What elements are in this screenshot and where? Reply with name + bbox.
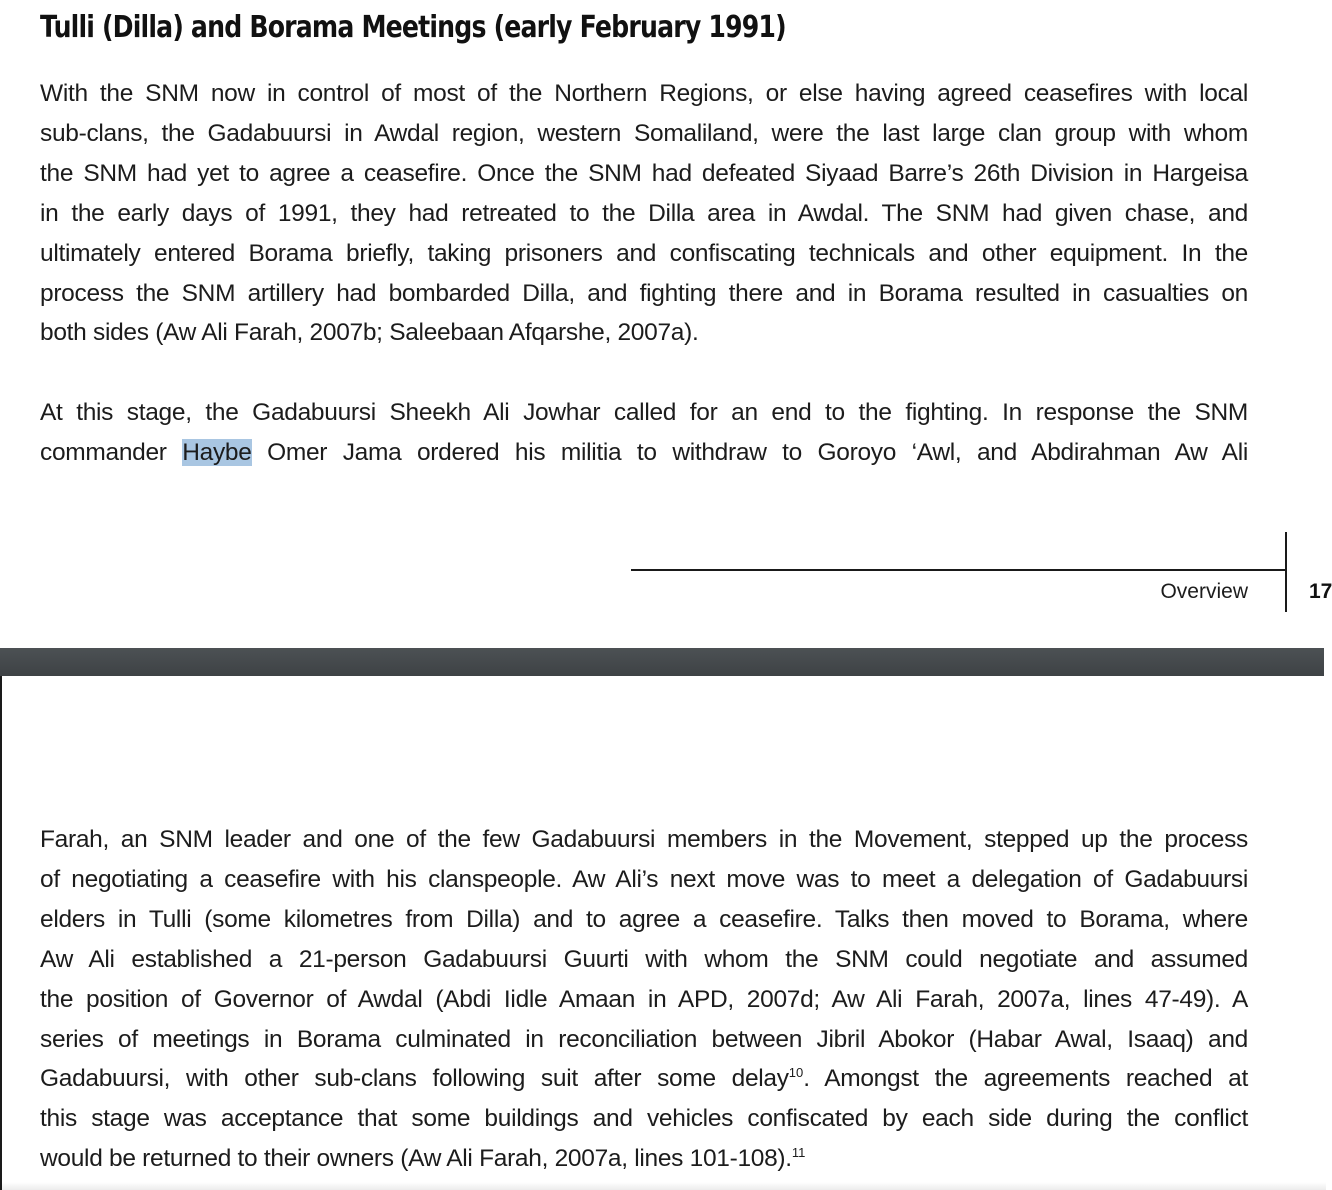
text-line[interactable] (40, 433, 1248, 473)
text-line[interactable]: ultimately entered Borama briefly, taking prisoners and confiscating technicals and other equipment. In the (40, 239, 1248, 267)
footer-horizontal-rule (631, 569, 1287, 571)
text-line[interactable]: process the SNM artillery had bombarded Dilla, and fighting there and in Borama resulted in casualties on (40, 279, 1248, 307)
text-line[interactable]: this stage was acceptance that some buildings and vehicles confiscated by each side during the conflict (40, 1105, 1248, 1133)
text-line[interactable]: series of meetings in Borama culminated in reconciliation between Jibril Abokor (Habar Awal, Isaaq) and (40, 1025, 1248, 1053)
text-line[interactable] (40, 1139, 1248, 1179)
text-run[interactable]: Omer Jama ordered his militia to withdraw to Goroyo ‘Awl, and Abdirahman Aw Ali (251, 438, 1248, 466)
text-line[interactable]: both sides (Aw Ali Farah, 2007b; Saleebaan Afqarshe, 2007a). (40, 319, 699, 347)
footnote-marker[interactable]: 10 (788, 1065, 804, 1081)
text-line[interactable]: in the early days of 1991, they had retreated to the Dilla area in Awdal. The SNM had given chase, and (40, 199, 1248, 227)
paragraph-snm-control (40, 74, 1248, 353)
paragraph-ceasefire-call (40, 393, 1248, 473)
text-run[interactable]: commander (40, 438, 183, 466)
text-line[interactable]: With the SNM now in control of most of the Northern Regions, or else having agreed ceasefires with local (40, 80, 1248, 107)
document-page-lower (0, 676, 1324, 1190)
page-separator (0, 648, 1324, 676)
text-line[interactable]: At this stage, the Gadabuursi Sheekh Ali Jowhar called for an end to the fighting. In response the SNM (40, 399, 1248, 426)
section-heading: Tulli (Dilla) and Borama Meetings (early February 1991) (40, 10, 786, 45)
text-line[interactable] (40, 1059, 1248, 1099)
text-run[interactable]: would be returned to their owners (Aw Ali Farah, 2007a, lines 101-108). (40, 1145, 792, 1173)
text-line[interactable]: sub-clans, the Gadabuursi in Awdal region, western Somaliland, were the last large clan group with whom (40, 119, 1248, 147)
text-line[interactable]: Aw Ali established a 21-person Gadabuursi Guurti with whom the SNM could negotiate and assumed (40, 945, 1248, 973)
text-line[interactable]: the position of Governor of Awdal (Abdi Iidle Amaan in APD, 2007d; Aw Ali Farah, 2007a, lines 47-49). A (40, 985, 1248, 1013)
text-line[interactable]: the SNM had yet to agree a ceasefire. Once the SNM had defeated Siyaad Barre’s 26th Division in Hargeisa (40, 159, 1248, 187)
footnote-marker[interactable]: 11 (791, 1145, 806, 1161)
text-line[interactable]: Farah, an SNM leader and one of the few Gadabuursi members in the Movement, stepped up the process (40, 826, 1248, 853)
text-line[interactable]: elders in Tulli (some kilometres from Dilla) and to agree a ceasefire. Talks then moved to Borama, where (40, 905, 1248, 933)
page-bottom-shade (2, 1182, 1326, 1190)
paragraph-aw-ali-negotiation (40, 820, 1248, 1179)
text-run[interactable]: . Amongst the agreements reached at (803, 1065, 1248, 1093)
selected-text-highlight[interactable]: Haybe (182, 438, 252, 466)
running-footer-label: Overview (1160, 580, 1248, 603)
page-number: 17 (1309, 580, 1332, 603)
text-line[interactable]: of negotiating a ceasefire with his clanspeople. Aw Ali’s next move was to meet a delegation of Gadabuursi (40, 865, 1248, 893)
text-run[interactable]: Gadabuursi, with other sub-clans following suit after some delay (40, 1065, 789, 1093)
footer-vertical-rule (1285, 532, 1287, 612)
